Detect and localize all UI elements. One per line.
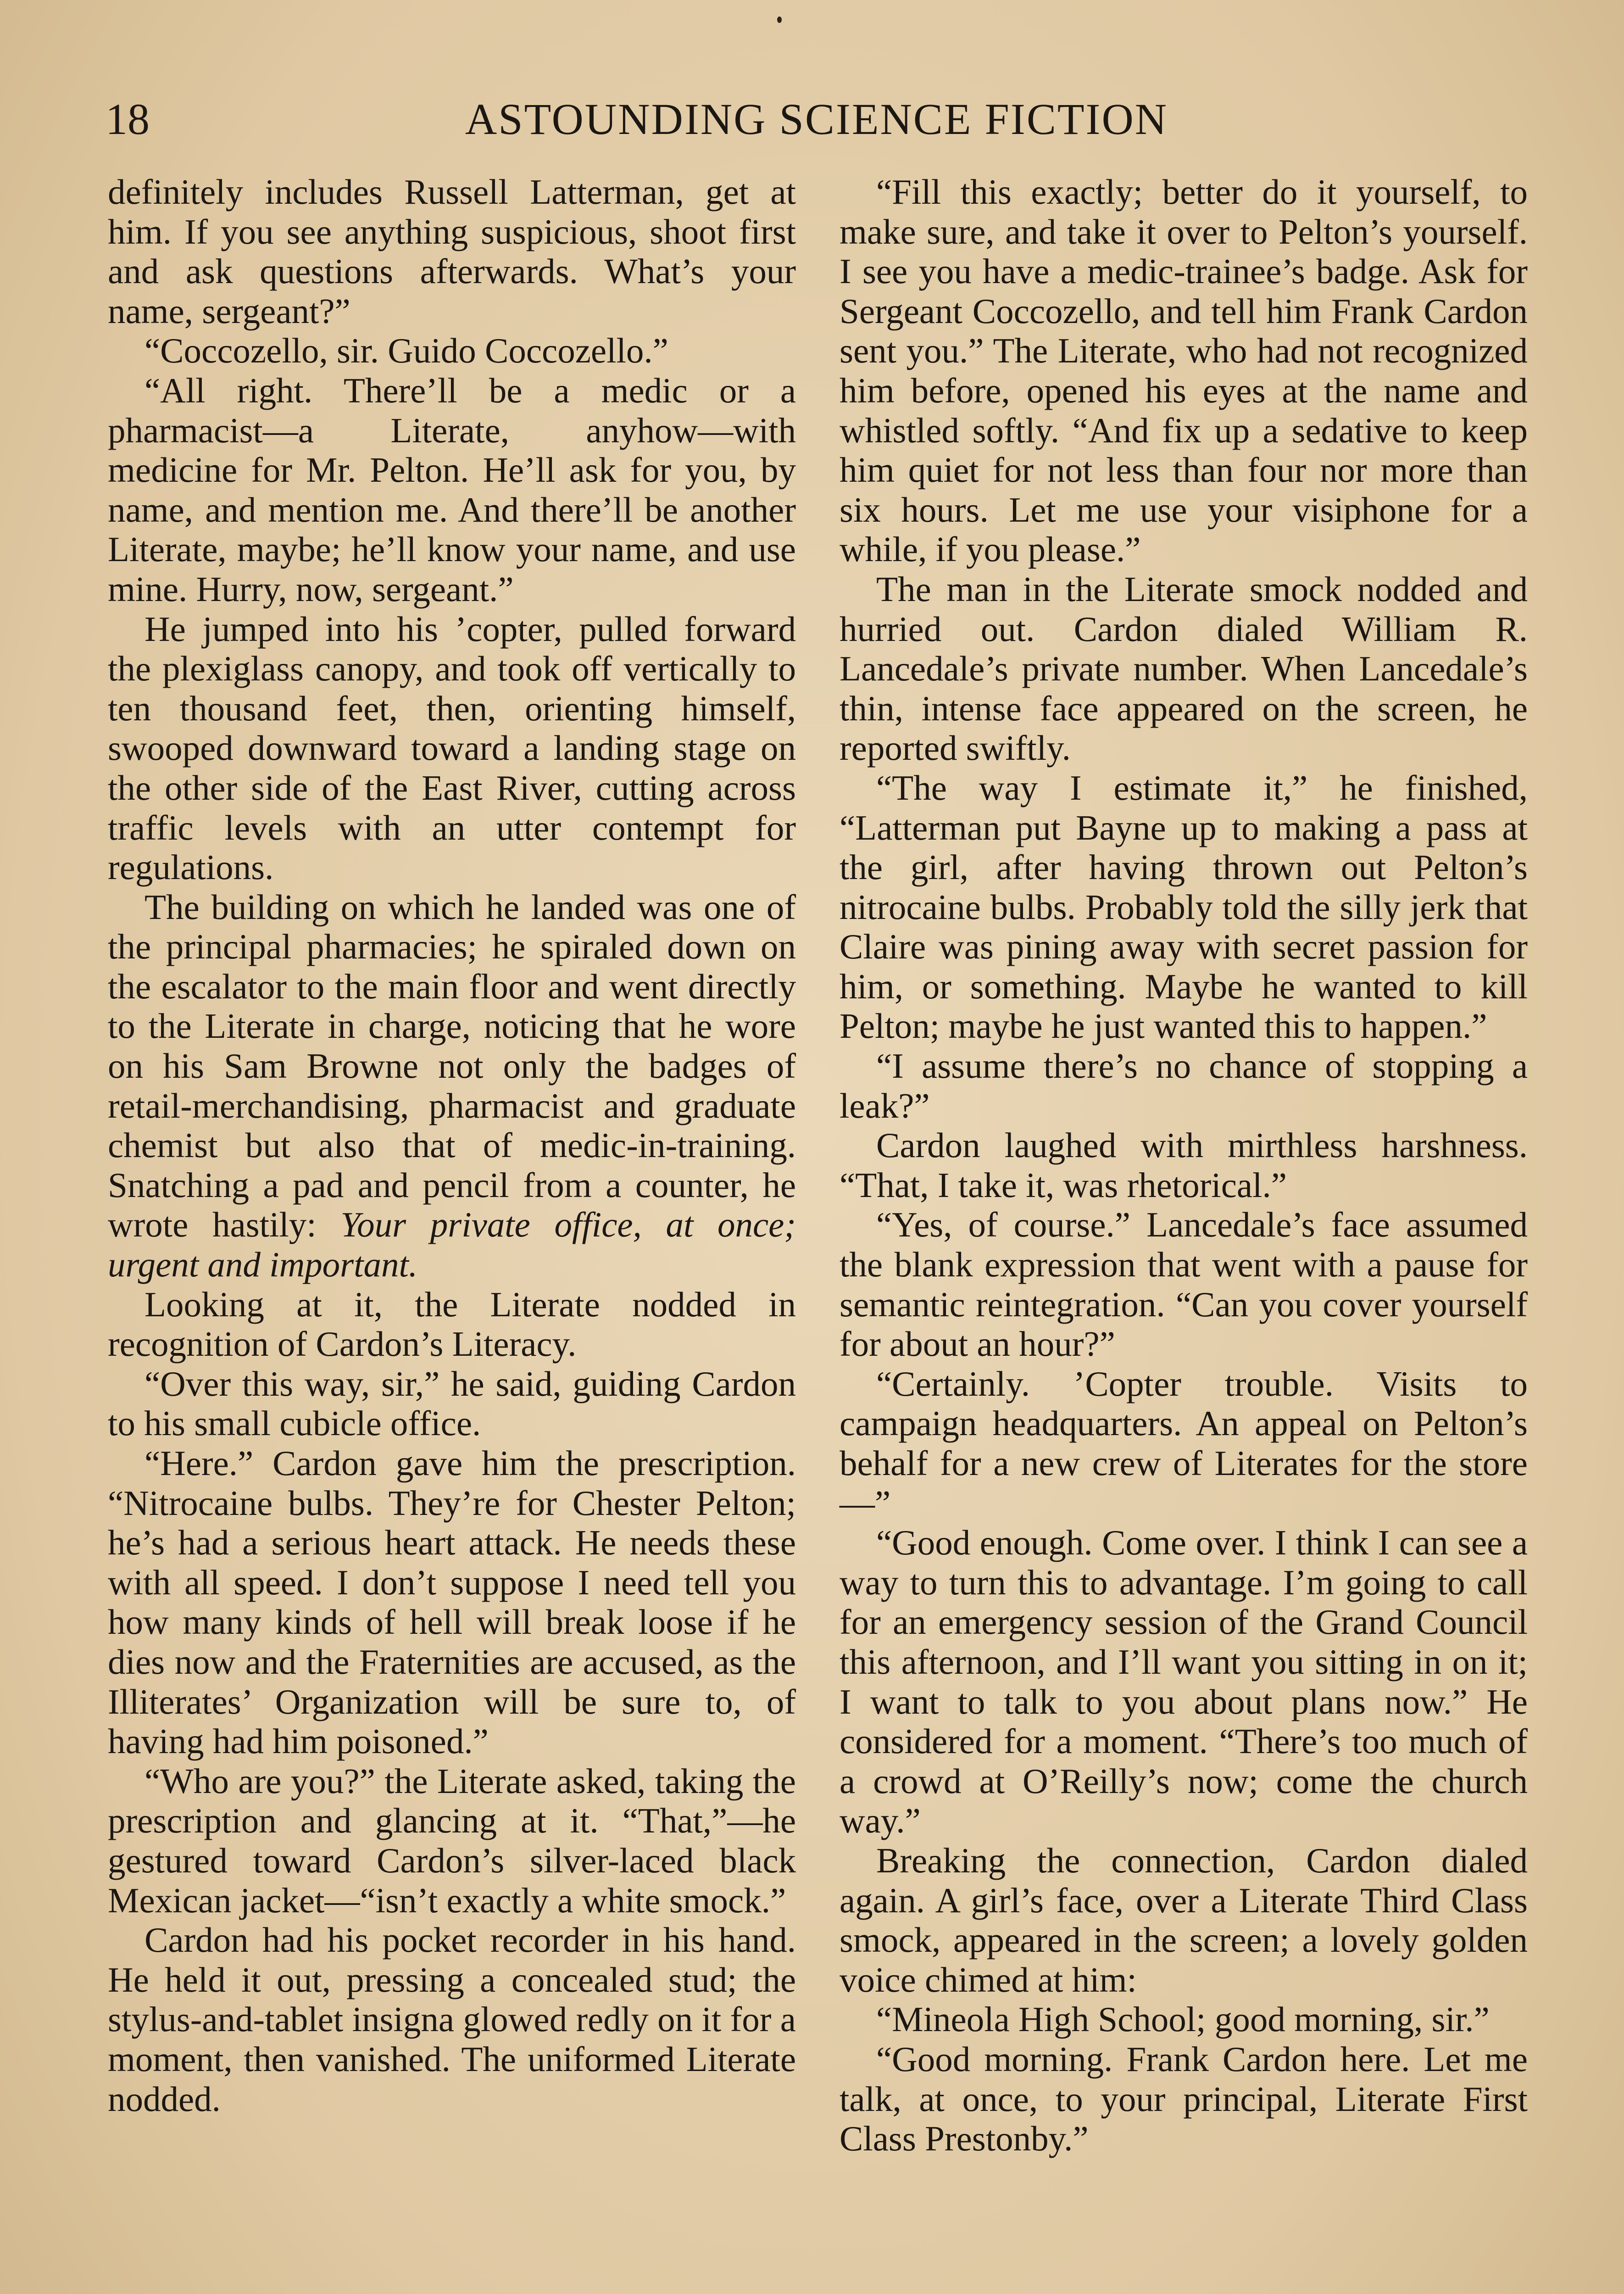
paragraph: “All right. There’ll be a medic or a pharmacist—a Literate, anyhow—with medicine for Mr. Pelton. He’ll ask for you, by name, and mention me. And there’ll be another Literate, maybe; he’ll know your name, and use mine. Hurry, now, sergeant.” — [108, 370, 796, 609]
paragraph: “Certainly. ’Copter trouble. Visits to campaign headquarters. An appeal on Pelton’s behalf for a new crew of Literates for the store—” — [840, 1364, 1528, 1523]
paragraph: “Fill this exactly; better do it yourself, to make sure, and take it over to Pelton’s yourself. I see you have a medic-trainee’s badge. Ask for Sergeant Coccozello, and tell him Frank Cardon sent you.” The Literate, who had not recognized him before, opened his eyes at the name and whistled softly. “And fix up a sedative to keep him quiet for not less than four nor more than six hours. Let me use your visiphone for a while, if you please.” — [840, 172, 1528, 569]
handwritten-note: Your private office, at once; urgent and important. — [108, 1205, 796, 1285]
paragraph: “I assume there’s no chance of stopping a leak?” — [840, 1046, 1528, 1125]
paragraph: “Good morning. Frank Cardon here. Let me talk, at once, to your principal, Literate First Class Prestonby.” — [840, 2039, 1528, 2159]
paragraph: Looking at it, the Literate nodded in recognition of Cardon’s Literacy. — [108, 1284, 796, 1364]
left-column — [108, 172, 796, 2119]
paragraph-text: The building on which he landed was one of the principal pharmacies; he spiraled down on the escalator to the main floor and went directly to the Literate in charge, noticing that he wore on his Sam Browne not only the badges of retail-merchandising, pharmacist and graduate chemist but also that of medic-in-training. Snatching a pad and pencil from a counter, he wrote hastily: — [108, 887, 796, 1245]
paragraph: “The way I estimate it,” he finished, “Latterman put Bayne up to making a pass at the girl, after having thrown out Pelton’s nitrocaine bulbs. Probably told the silly jerk that Claire was pining away with secret passion for him, or something. Maybe he wanted to kill Pelton; maybe he just wanted this to happen.” — [840, 768, 1528, 1046]
paragraph: “Mineola High School; good morning, sir.” — [876, 1999, 1490, 2039]
paragraph: The man in the Literate smock nodded and hurried out. Cardon dialed William R. Lancedale’s private number. When Lancedale’s thin, intense face appeared on the screen, he reported swiftly. — [840, 569, 1528, 768]
paragraph: “Good enough. Come over. I think I can see a way to turn this to advantage. I’m going to call for an emergency session of the Grand Council this afternoon, and I’ll want you sitting in on it; I want to talk to you about plans now.” He considered for a moment. “There’s too much of a crowd at O’Reilly’s now; come the church way.” — [840, 1523, 1528, 1841]
print-speck — [777, 17, 782, 23]
paragraph: “Yes, of course.” Lancedale’s face assumed the blank expression that went with a pause for semantic reintegration. “Can you cover yourself for about an hour?” — [840, 1205, 1528, 1364]
paragraph: “Here.” Cardon gave him the prescription. “Nitrocaine bulbs. They’re for Chester Pelton; he’s had a serious heart attack. He needs these with all speed. I don’t suppose I need tell you how many kinds of hell will break loose if he dies now and the Fraternities are accused, as the Illiterates’ Organization will be sure to, of having had him poisoned.” — [108, 1443, 796, 1761]
right-column — [840, 172, 1528, 2159]
paragraph: “Over this way, sir,” he said, guiding Cardon to his small cubicle office. — [108, 1364, 796, 1443]
paragraph: Cardon had his pocket recorder in his hand. He held it out, pressing a concealed stud; the stylus-and-tablet insigna glowed redly on it for a moment, then vanished. The uniformed Literate nodded. — [108, 1920, 796, 2119]
paragraph: definitely includes Russell Latterman, get at him. If you see anything suspicious, shoot first and ask questions afterwards. What’s your name, sergeant?” — [108, 172, 796, 331]
page-header — [106, 92, 1528, 147]
paragraph: Cardon laughed with mirthless harshness. “That, I take it, was rhetorical.” — [840, 1125, 1528, 1205]
paragraph: He jumped into his ’copter, pulled forward the plexiglass canopy, and took off vertically to ten thousand feet, then, orienting himself, swooped downward toward a landing stage on the other side of the East River, cutting across traffic levels with an utter contempt for regulations. — [108, 609, 796, 887]
paragraph: “Coccozello, sir. Guido Coccozello.” — [145, 331, 668, 371]
paragraph: Breaking the connection, Cardon dialed again. A girl’s face, over a Literate Third Class smock, appeared in the screen; a lovely golden voice chimed at him: — [840, 1840, 1528, 1999]
paragraph: “Who are you?” the Literate asked, taking the prescription and glancing at it. “That,”—he gestured toward Cardon’s silver-laced black Mexican jacket—“isn’t exactly a white smock.” — [108, 1761, 796, 1920]
paragraph — [108, 887, 796, 1285]
page-number: 18 — [106, 95, 150, 144]
running-title: ASTOUNDING SCIENCE FICTION — [465, 95, 1168, 144]
